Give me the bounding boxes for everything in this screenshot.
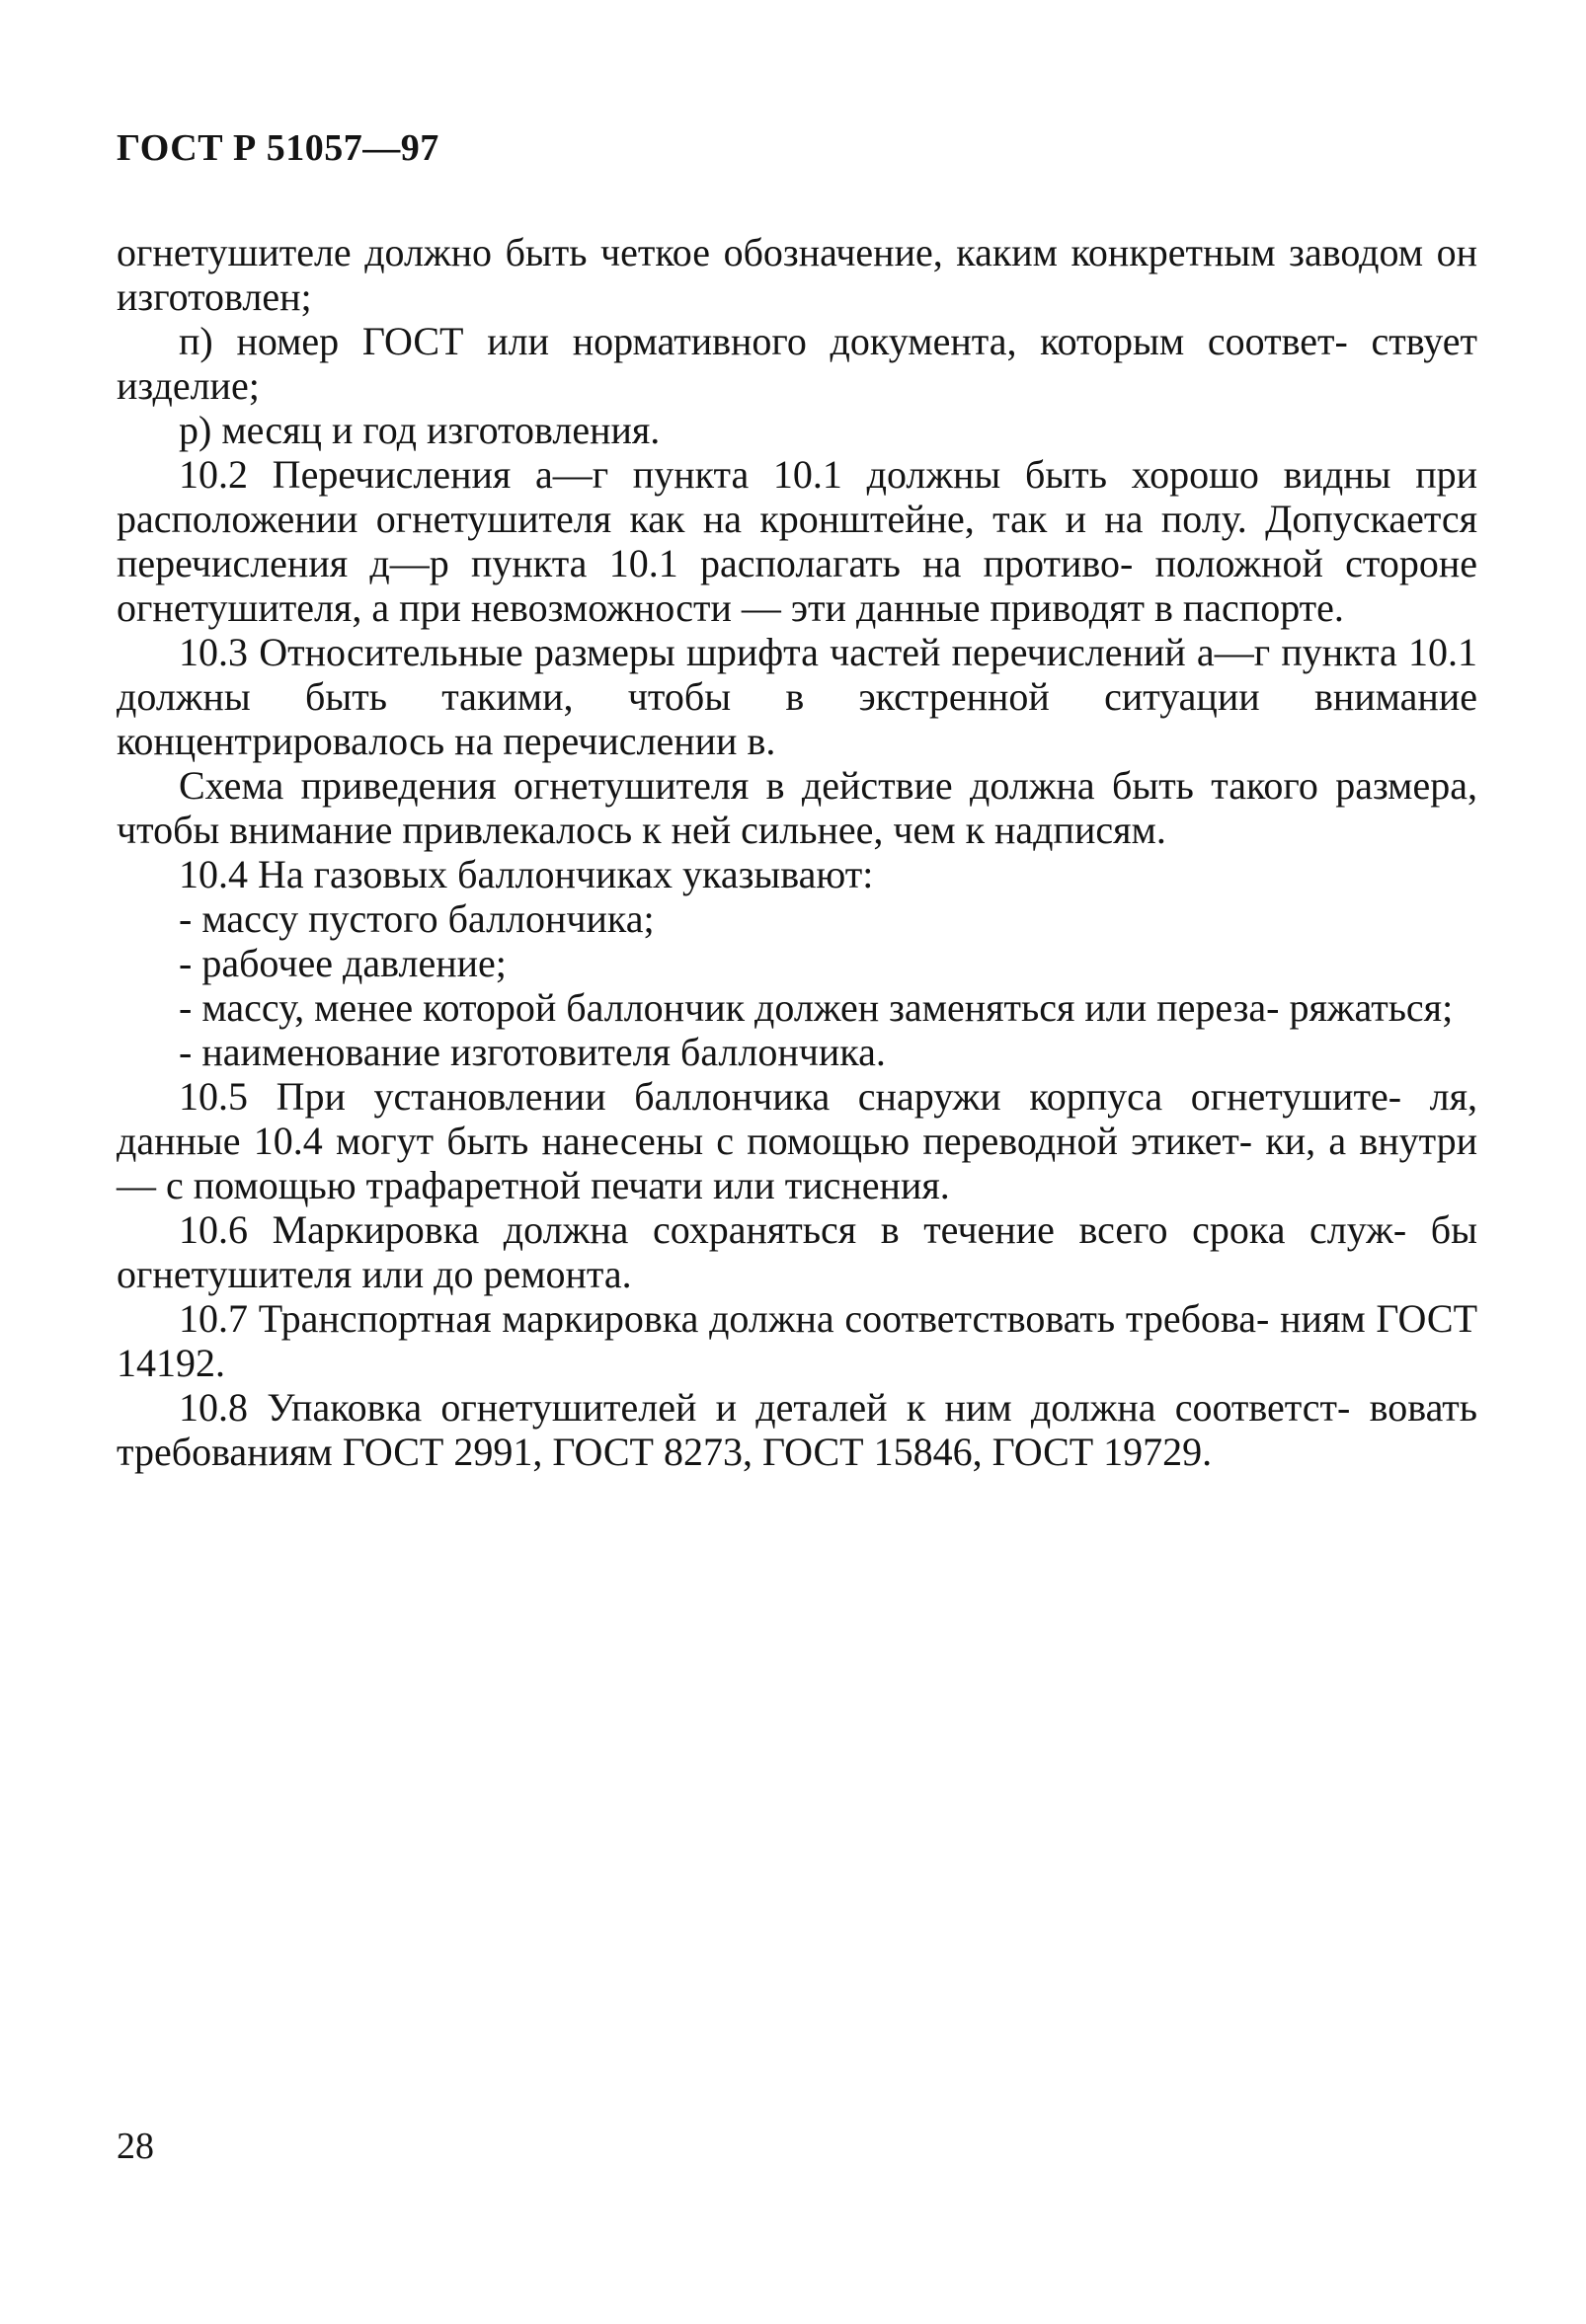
paragraph-continuation <box>117 230 1477 319</box>
text-line: ствует изделие; <box>117 319 1477 408</box>
text-line: бы огнетушителя или до ремонта. <box>117 1207 1477 1296</box>
clause-10-7 <box>117 1296 1477 1385</box>
text-line: положной стороне огнетушителя, а при невозможности — эти данные <box>117 541 1477 630</box>
text-line: р) месяц и год изготовления. <box>179 408 661 452</box>
text-line: - массу, менее которой баллончик должен заменяться или переза- <box>179 985 1280 1030</box>
text-line: - массу пустого баллончика; <box>179 896 655 941</box>
text-line: Допускается перечисления д—р пункта 10.1 располагать на противо- <box>117 497 1478 585</box>
text-line: размера, чтобы внимание привлекалось к ней сильнее, чем к надписям. <box>117 763 1477 852</box>
clause-10-6 <box>117 1207 1477 1296</box>
text-line: ряжаться; <box>1289 985 1454 1030</box>
text-line: при расположении огнетушителя как на кронштейне, так и на полу. <box>117 452 1478 541</box>
text-line: - рабочее давление; <box>179 941 507 985</box>
text-line: Схема приведения огнетушителя в действие должна быть такого <box>179 763 1318 808</box>
text-line: 10.8 Упаковка огнетушителей и деталей к ним должна соответст- <box>179 1385 1351 1430</box>
text-line: 10.5 При установлении баллончика снаружи корпуса огнетушите- <box>179 1074 1402 1119</box>
text-line: - наименование изготовителя баллончика. <box>179 1030 886 1074</box>
text-line: приводят в паспорте. <box>990 585 1344 630</box>
dash-item-working-pressure <box>117 941 1477 985</box>
list-item-p <box>117 319 1477 408</box>
dash-item-empty-mass <box>117 896 1477 941</box>
paragraph-activation-scheme <box>117 763 1477 852</box>
text-line: ки, а внутри — с помощью трафаретной печати или тиснения. <box>117 1119 1478 1207</box>
text-line: 10.7 Транспортная маркировка должна соответствовать требова- <box>179 1296 1270 1341</box>
clause-10-2 <box>117 452 1477 630</box>
text-line: п) номер ГОСТ или нормативного документа, которым соответ- <box>179 319 1348 363</box>
text-line: 10.3 Относительные размеры шрифта частей перечислений а—г <box>179 630 1271 674</box>
list-item-r <box>117 408 1477 452</box>
dash-item-manufacturer <box>117 1030 1477 1074</box>
clause-10-4 <box>117 852 1477 896</box>
text-line: 10.6 Маркировка должна сохраняться в течение всего срока служ- <box>179 1207 1407 1252</box>
text-line: 10.4 На газовых баллончиках указывают: <box>179 852 874 896</box>
text-line: ниям ГОСТ 14192. <box>117 1296 1478 1385</box>
running-header-standard-code: ГОСТ Р 51057—97 <box>117 127 439 169</box>
text-line: вовать требованиям ГОСТ 2991, ГОСТ 8273, ГОСТ 15846, ГОСТ 19729. <box>117 1385 1478 1474</box>
text-line: огнетушителе должно быть четкое обозначение, каким конкретным <box>117 230 1276 274</box>
text-line: внимание концентрировалось на перечислении в. <box>117 674 1477 763</box>
page-number: 28 <box>117 2126 154 2167</box>
clause-10-5 <box>117 1074 1477 1207</box>
clause-10-3 <box>117 630 1477 763</box>
text-line: пункта 10.1 должны быть такими, чтобы в экстренной ситуации <box>117 630 1477 719</box>
clause-10-8 <box>117 1385 1477 1474</box>
text-line: ля, данные 10.4 могут быть нанесены с помощью переводной этикет- <box>117 1074 1478 1163</box>
text-line: заводом он изготовлен; <box>117 230 1478 319</box>
dash-item-min-mass <box>117 985 1477 1030</box>
text-line: 10.2 Перечисления а—г пункта 10.1 должны быть хорошо видны <box>179 452 1391 497</box>
document-body <box>117 230 1477 1474</box>
